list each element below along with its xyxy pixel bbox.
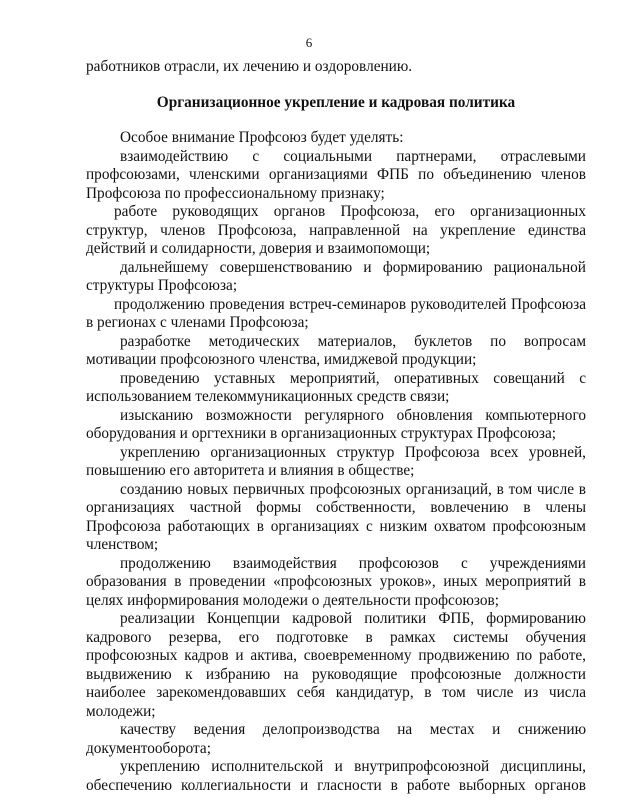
list-item: укреплению организационных структур Профсоюза всех уровней, повышению его авторитета и влияния в обществе;: [86, 443, 586, 479]
page-number: 6: [305, 35, 313, 50]
list-item: продолжению взаимодействия профсоюзов с учреждениями образования в проведении «профсоюзных уроков», иных мероприятий в целях информирования молодежи о деятельности профсоюзов;: [86, 554, 586, 609]
list-item: качеству ведения делопроизводства на местах и снижению документооборота;: [86, 721, 586, 757]
list-item: работе руководящих органов Профсоюза, его организационных структур, членов Профсоюза, направленной на укрепление единства действий и солидарности, доверия и взаимопомощи;: [86, 203, 586, 257]
list-item: дальнейшему совершенствованию и формированию рациональной структуры Профсоюза;: [86, 258, 586, 294]
intro-paragraph: Особое внимание Профсоюз будет уделять:: [120, 129, 404, 146]
list-item: созданию новых первичных профсоюзных организаций, в том числе в организациях частной формы собственности, вовлечению в члены Профсоюза работающих в организациях с низким охватом профсоюзным членством;: [86, 480, 586, 553]
list-item: проведению уставных мероприятий, оперативных совещаний с использованием телекоммуникационных средств связи;: [86, 369, 586, 405]
list-item: изысканию возможности регулярного обновления компьютерного оборудования и оргтехники в организационных структурах Профсоюза;: [86, 406, 586, 442]
list-item: разработке методических материалов, буклетов по вопросам мотивации профсоюзного членства, имиджевой продукции;: [86, 332, 586, 368]
list-item: продолжению проведения встреч-семинаров руководителей Профсоюза в регионах с членами Профсоюза;: [86, 295, 586, 331]
list-item: укреплению исполнительской и внутрипрофсоюзной дисциплины, обеспечению коллегиальности и гласности в работе выборных органов: [86, 758, 586, 794]
list-item: реализации Концепции кадровой политики ФПБ, формированию кадрового резерва, его подготовке в рамках системы обучения профсоюзных кадров и актива, своевременному продвижению по работе, выдвижению к избранию на руководящие профсоюзные должности наиболее зарекомендовавших себя кандидатур, в том числе из числа молодежи;: [86, 610, 586, 720]
list-item: взаимодействию с социальными партнерами, отраслевыми профсоюзами, членскими организациями ФПБ по объединению членов Профсоюза по профессиональному признаку;: [86, 147, 586, 202]
section-heading: Организационное укрепление и кадровая политика: [156, 93, 516, 111]
continuation-paragraph: работников отрасли, их лечению и оздоровлению.: [86, 58, 413, 75]
document-body: [86, 58, 586, 795]
